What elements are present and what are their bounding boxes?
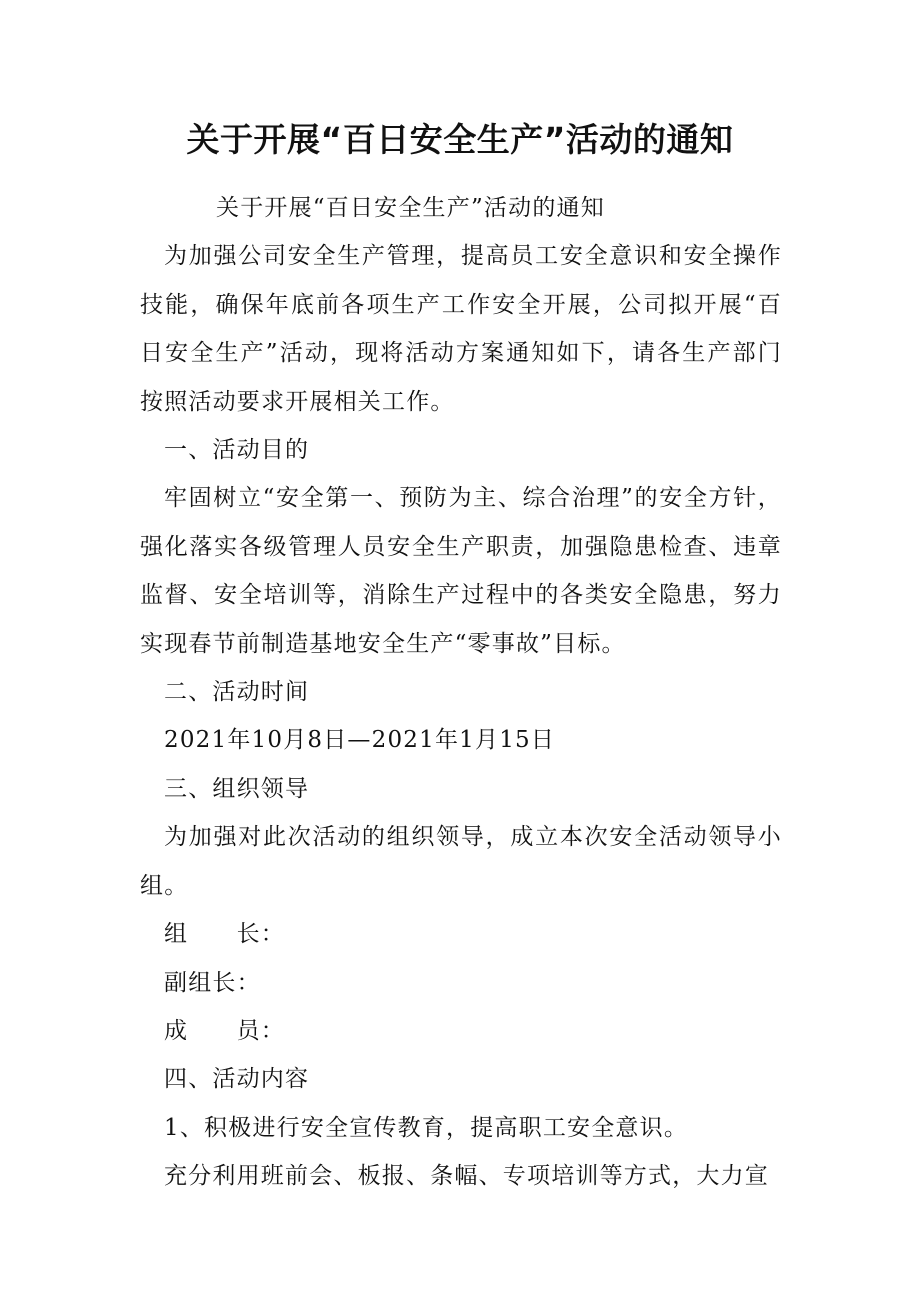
content-item-1-detail: 充分利用班前会、板报、条幅、专项培训等方式，大力宣 [164, 1163, 769, 1190]
intro-paragraph: 为加强公司安全生产管理，提高员工安全意识和安全操作技能，确保年底前各项生产工作安全开展，公司拟开展“百日安全生产”活动，现将活动方案通知如下，请各生产部门按照活动要求开展相关工作。 [140, 243, 782, 415]
section-heading-leadership: 三、组织领导 [164, 775, 310, 802]
leader-line: 组 长： [164, 921, 285, 948]
members-line: 成 员： [164, 1017, 285, 1044]
time-paragraph: 2021年10月8日—2021年1月15日 [164, 727, 556, 754]
document-title: 关于开展“百日安全生产”活动的通知 [186, 120, 734, 159]
purpose-paragraph: 牢固树立“安全第一、预防为主、综合治理”的安全方针，强化落实各级管理人员安全生产职责，加强隐患检查、违章监督、安全培训等，消除生产过程中的各类安全隐患，努力实现春节前制造基地安全生产“零事故”目标。 [140, 485, 782, 657]
section-heading-time: 二、活动时间 [164, 679, 310, 706]
section-heading-content: 四、活动内容 [164, 1066, 310, 1093]
leadership-paragraph: 为加强对此次活动的组织领导，成立本次安全活动领导小组。 [140, 824, 782, 899]
section-heading-purpose: 一、活动目的 [164, 437, 310, 464]
document-body [140, 184, 782, 1201]
content-item-1: 1、积极进行安全宣传教育，提高职工安全意识。 [164, 1114, 689, 1141]
deputy-leader-line: 副组长： [164, 969, 261, 996]
subtitle-paragraph: 关于开展“百日安全生产”活动的通知 [216, 195, 605, 221]
